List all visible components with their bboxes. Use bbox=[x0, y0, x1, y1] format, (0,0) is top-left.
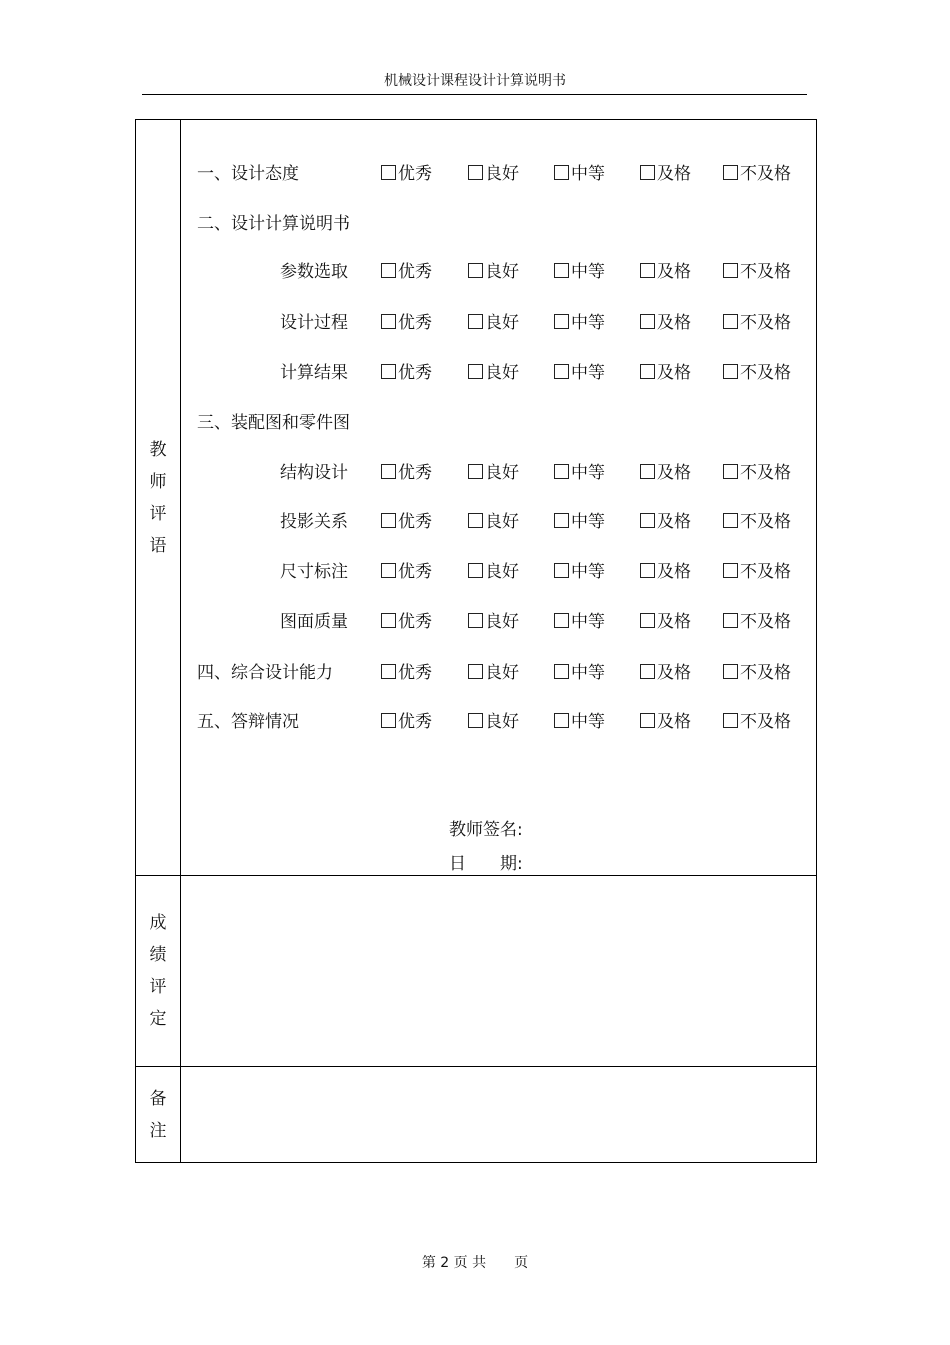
grade-option[interactable] bbox=[640, 311, 691, 335]
section-label-char: 定 bbox=[149, 1009, 167, 1029]
evaluation-row bbox=[181, 510, 816, 534]
checkbox[interactable] bbox=[640, 563, 655, 578]
grade-option-label: 良好 bbox=[485, 663, 519, 683]
checkbox[interactable] bbox=[640, 364, 655, 379]
checkbox[interactable] bbox=[723, 613, 738, 628]
date-label: 日 期: bbox=[449, 854, 523, 874]
section-label-char: 教 bbox=[149, 439, 167, 460]
grade-option[interactable] bbox=[640, 162, 691, 186]
checkbox[interactable] bbox=[381, 314, 396, 329]
grade-option-label: 及格 bbox=[657, 262, 691, 282]
checkbox[interactable] bbox=[468, 713, 483, 728]
evaluation-row bbox=[181, 411, 816, 435]
evaluation-row bbox=[181, 162, 816, 186]
grade-option-label: 不及格 bbox=[740, 313, 791, 333]
grade-option[interactable] bbox=[640, 361, 691, 385]
page-header-title: 机械设计课程设计计算说明书 bbox=[384, 73, 566, 89]
grade-option[interactable] bbox=[468, 461, 519, 485]
grade-option-label: 优秀 bbox=[398, 262, 432, 282]
grade-option-label: 优秀 bbox=[398, 512, 432, 532]
evaluation-row-label: 一、设计态度 bbox=[197, 164, 299, 184]
grade-option[interactable] bbox=[468, 560, 519, 584]
grade-option-label: 及格 bbox=[657, 712, 691, 732]
checkbox[interactable] bbox=[381, 165, 396, 180]
checkbox[interactable] bbox=[723, 563, 738, 578]
evaluation-row-label: 设计过程 bbox=[280, 313, 348, 333]
grade-option-label: 中等 bbox=[571, 663, 605, 683]
teacher-comment-content bbox=[181, 120, 817, 876]
checkbox[interactable] bbox=[640, 314, 655, 329]
grade-option[interactable] bbox=[381, 710, 432, 734]
grade-option[interactable] bbox=[468, 311, 519, 335]
grade-option[interactable] bbox=[468, 610, 519, 634]
grade-option-label: 优秀 bbox=[398, 363, 432, 383]
evaluation-row bbox=[181, 361, 816, 385]
checkbox[interactable] bbox=[723, 513, 738, 528]
evaluation-row-label: 计算结果 bbox=[280, 363, 348, 383]
teacher-comment-section bbox=[136, 120, 817, 876]
grade-option-label: 及格 bbox=[657, 562, 691, 582]
evaluation-row-label: 五、答辩情况 bbox=[197, 712, 299, 732]
remarks-section bbox=[136, 1067, 817, 1163]
evaluation-row bbox=[181, 461, 816, 485]
grade-option[interactable] bbox=[723, 661, 791, 685]
grade-option[interactable] bbox=[554, 162, 605, 186]
section-label-char: 注 bbox=[149, 1120, 167, 1141]
section-label-char: 成 bbox=[149, 913, 167, 933]
grade-option-label: 及格 bbox=[657, 164, 691, 184]
section-label-teacher-comment bbox=[136, 120, 180, 875]
evaluation-row-label: 四、综合设计能力 bbox=[197, 663, 333, 683]
grade-option[interactable] bbox=[381, 560, 432, 584]
grade-option[interactable] bbox=[723, 260, 791, 284]
checkbox[interactable] bbox=[468, 464, 483, 479]
section-label-char: 绩 bbox=[149, 945, 167, 965]
grade-option[interactable] bbox=[640, 610, 691, 634]
evaluation-row-label: 二、设计计算说明书 bbox=[197, 214, 350, 234]
evaluation-row bbox=[181, 610, 816, 634]
grade-option[interactable] bbox=[468, 510, 519, 534]
checkbox[interactable] bbox=[723, 165, 738, 180]
grade-option-label: 优秀 bbox=[398, 164, 432, 184]
checkbox[interactable] bbox=[554, 613, 569, 628]
section-label-cell bbox=[136, 876, 181, 1067]
checkbox[interactable] bbox=[554, 513, 569, 528]
section-label-char: 师 bbox=[149, 471, 167, 492]
teacher-signature-label: 教师签名: bbox=[449, 820, 523, 840]
evaluation-row-label: 三、装配图和零件图 bbox=[197, 413, 350, 433]
grade-option-label: 优秀 bbox=[398, 463, 432, 483]
grade-option-label: 中等 bbox=[571, 712, 605, 732]
grade-option-label: 良好 bbox=[485, 313, 519, 333]
grade-option-label: 中等 bbox=[571, 512, 605, 532]
section-label-char: 语 bbox=[149, 535, 167, 556]
evaluation-row bbox=[181, 212, 816, 236]
checkbox[interactable] bbox=[468, 314, 483, 329]
evaluation-row-label: 尺寸标注 bbox=[280, 562, 348, 582]
evaluation-form-table bbox=[135, 119, 817, 1163]
grade-option-label: 中等 bbox=[571, 363, 605, 383]
checkbox[interactable] bbox=[723, 314, 738, 329]
grade-option[interactable] bbox=[640, 560, 691, 584]
checkbox[interactable] bbox=[381, 263, 396, 278]
evaluation-row-label: 参数选取 bbox=[280, 262, 348, 282]
checkbox[interactable] bbox=[554, 364, 569, 379]
grade-option-label: 良好 bbox=[485, 612, 519, 632]
grade-option-label: 不及格 bbox=[740, 463, 791, 483]
checkbox[interactable] bbox=[723, 664, 738, 679]
checkbox[interactable] bbox=[554, 263, 569, 278]
grade-option-label: 及格 bbox=[657, 313, 691, 333]
grade-option[interactable] bbox=[554, 361, 605, 385]
section-label-char: 备 bbox=[149, 1088, 167, 1109]
grade-option[interactable] bbox=[723, 461, 791, 485]
section-label-char: 评 bbox=[149, 977, 167, 997]
grade-option-label: 良好 bbox=[485, 164, 519, 184]
evaluation-row-label: 图面质量 bbox=[280, 612, 348, 632]
grade-option-label: 优秀 bbox=[398, 612, 432, 632]
checkbox[interactable] bbox=[723, 713, 738, 728]
grade-option[interactable] bbox=[723, 610, 791, 634]
checkbox[interactable] bbox=[640, 713, 655, 728]
grade-option[interactable] bbox=[468, 361, 519, 385]
grade-option[interactable] bbox=[640, 661, 691, 685]
checkbox[interactable] bbox=[381, 563, 396, 578]
grade-option[interactable] bbox=[381, 510, 432, 534]
checkbox[interactable] bbox=[554, 664, 569, 679]
section-label-cell bbox=[136, 1067, 181, 1163]
evaluation-row bbox=[181, 260, 816, 284]
grade-option-label: 不及格 bbox=[740, 712, 791, 732]
checkbox[interactable] bbox=[468, 165, 483, 180]
grade-option[interactable] bbox=[554, 510, 605, 534]
checkbox[interactable] bbox=[381, 613, 396, 628]
checkbox[interactable] bbox=[723, 364, 738, 379]
grade-option[interactable] bbox=[381, 260, 432, 284]
grade-option-label: 良好 bbox=[485, 512, 519, 532]
checkbox[interactable] bbox=[381, 664, 396, 679]
grade-option[interactable] bbox=[554, 661, 605, 685]
grade-option[interactable] bbox=[640, 461, 691, 485]
grade-option[interactable] bbox=[723, 162, 791, 186]
section-label-grade bbox=[136, 876, 180, 1066]
evaluation-row bbox=[181, 560, 816, 584]
grade-option[interactable] bbox=[468, 710, 519, 734]
grade-option-label: 不及格 bbox=[740, 663, 791, 683]
grade-option[interactable] bbox=[554, 610, 605, 634]
checkbox[interactable] bbox=[468, 613, 483, 628]
grade-option-label: 及格 bbox=[657, 463, 691, 483]
grade-option[interactable] bbox=[554, 311, 605, 335]
grade-option[interactable] bbox=[723, 361, 791, 385]
checkbox[interactable] bbox=[468, 513, 483, 528]
checkbox[interactable] bbox=[468, 664, 483, 679]
evaluation-row bbox=[181, 710, 816, 734]
checkbox[interactable] bbox=[640, 513, 655, 528]
grade-option-label: 及格 bbox=[657, 663, 691, 683]
evaluation-row-label: 结构设计 bbox=[280, 463, 348, 483]
grade-option-label: 中等 bbox=[571, 262, 605, 282]
evaluation-rows bbox=[181, 120, 816, 875]
checkbox[interactable] bbox=[381, 713, 396, 728]
checkbox[interactable] bbox=[554, 563, 569, 578]
grade-option[interactable] bbox=[468, 260, 519, 284]
grade-option[interactable] bbox=[554, 560, 605, 584]
grade-option-label: 不及格 bbox=[740, 562, 791, 582]
grade-option[interactable] bbox=[723, 311, 791, 335]
grade-option-label: 优秀 bbox=[398, 313, 432, 333]
grade-option[interactable] bbox=[723, 560, 791, 584]
checkbox[interactable] bbox=[640, 613, 655, 628]
checkbox[interactable] bbox=[554, 464, 569, 479]
grade-option[interactable] bbox=[468, 661, 519, 685]
page-footer: 第 2 页 共 页 bbox=[421, 1255, 529, 1271]
grade-option[interactable] bbox=[381, 311, 432, 335]
grade-content[interactable] bbox=[181, 876, 817, 1067]
checkbox[interactable] bbox=[468, 364, 483, 379]
grade-option[interactable] bbox=[381, 610, 432, 634]
grade-option[interactable] bbox=[554, 461, 605, 485]
grade-option[interactable] bbox=[381, 461, 432, 485]
header-rule bbox=[142, 94, 807, 95]
checkbox[interactable] bbox=[468, 263, 483, 278]
grade-option-label: 良好 bbox=[485, 262, 519, 282]
checkbox[interactable] bbox=[554, 165, 569, 180]
checkbox[interactable] bbox=[554, 314, 569, 329]
grade-option[interactable] bbox=[640, 260, 691, 284]
grade-option-label: 中等 bbox=[571, 463, 605, 483]
evaluation-row bbox=[181, 661, 816, 685]
grade-option-label: 中等 bbox=[571, 562, 605, 582]
grade-option-label: 中等 bbox=[571, 612, 605, 632]
checkbox[interactable] bbox=[640, 263, 655, 278]
grade-option-label: 不及格 bbox=[740, 164, 791, 184]
evaluation-row bbox=[181, 311, 816, 335]
grade-option-label: 良好 bbox=[485, 363, 519, 383]
grade-option[interactable] bbox=[381, 162, 432, 186]
checkbox[interactable] bbox=[381, 364, 396, 379]
checkbox[interactable] bbox=[640, 165, 655, 180]
grade-option-label: 良好 bbox=[485, 562, 519, 582]
grade-option[interactable] bbox=[381, 361, 432, 385]
grade-option-label: 及格 bbox=[657, 363, 691, 383]
checkbox[interactable] bbox=[381, 513, 396, 528]
section-label-cell bbox=[136, 120, 181, 876]
grade-option-label: 优秀 bbox=[398, 562, 432, 582]
checkbox[interactable] bbox=[723, 464, 738, 479]
remarks-content[interactable] bbox=[181, 1067, 817, 1163]
checkbox[interactable] bbox=[640, 664, 655, 679]
grade-option-label: 及格 bbox=[657, 612, 691, 632]
grade-option-label: 良好 bbox=[485, 712, 519, 732]
grade-option[interactable] bbox=[554, 710, 605, 734]
checkbox[interactable] bbox=[640, 464, 655, 479]
checkbox[interactable] bbox=[468, 563, 483, 578]
grade-option[interactable] bbox=[381, 661, 432, 685]
grade-option[interactable] bbox=[554, 260, 605, 284]
grade-section bbox=[136, 876, 817, 1067]
grade-option[interactable] bbox=[468, 162, 519, 186]
grade-option[interactable] bbox=[723, 710, 791, 734]
grade-option-label: 不及格 bbox=[740, 612, 791, 632]
checkbox[interactable] bbox=[381, 464, 396, 479]
grade-option-label: 良好 bbox=[485, 463, 519, 483]
grade-option-label: 优秀 bbox=[398, 663, 432, 683]
grade-option[interactable] bbox=[640, 710, 691, 734]
grade-option-label: 中等 bbox=[571, 164, 605, 184]
section-label-remarks bbox=[136, 1067, 180, 1162]
grade-option-label: 不及格 bbox=[740, 262, 791, 282]
section-label-char: 评 bbox=[149, 503, 167, 524]
grade-option-label: 不及格 bbox=[740, 512, 791, 532]
checkbox[interactable] bbox=[723, 263, 738, 278]
grade-option-label: 及格 bbox=[657, 512, 691, 532]
grade-option-label: 优秀 bbox=[398, 712, 432, 732]
evaluation-row-label: 投影关系 bbox=[280, 512, 348, 532]
grade-option[interactable] bbox=[723, 510, 791, 534]
checkbox[interactable] bbox=[554, 713, 569, 728]
grade-option-label: 不及格 bbox=[740, 363, 791, 383]
grade-option-label: 中等 bbox=[571, 313, 605, 333]
grade-option[interactable] bbox=[640, 510, 691, 534]
